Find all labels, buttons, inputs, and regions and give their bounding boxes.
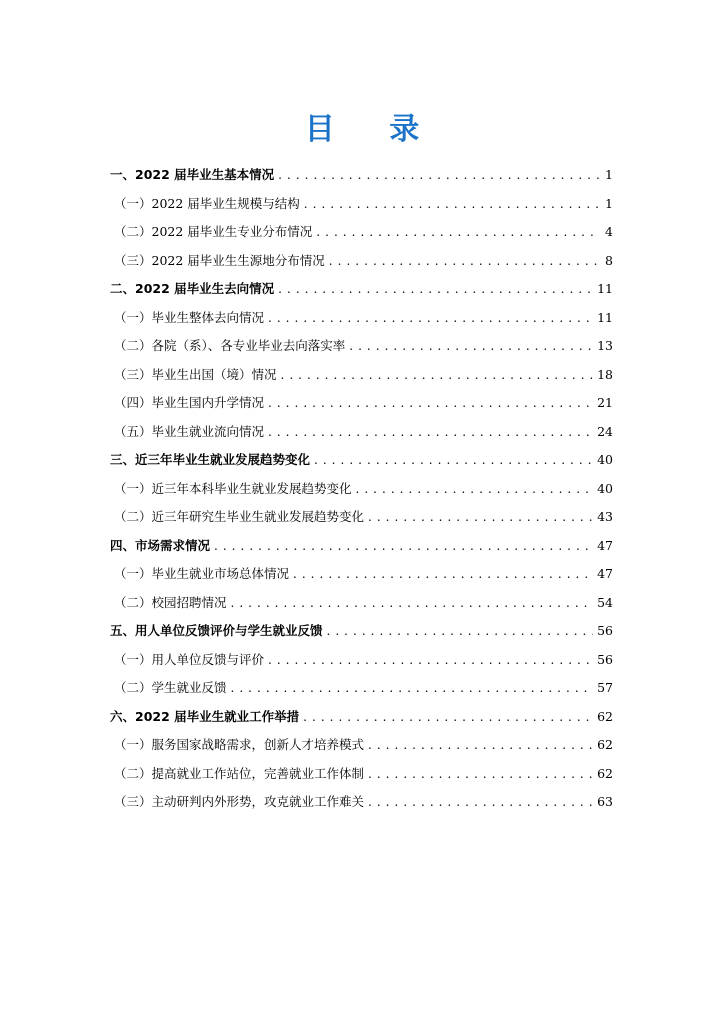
toc-page-number: 13: [597, 338, 613, 353]
toc-page-number: 40: [597, 452, 613, 467]
toc-page-number: 57: [597, 680, 613, 695]
toc-page-number: 63: [597, 794, 613, 809]
page-title: 目 录: [304, 112, 442, 147]
toc-dot-leader: [368, 503, 593, 532]
toc-section-entry[interactable]: [110, 275, 613, 304]
toc-entry-label: （一）近三年本科毕业生就业发展趋势变化: [114, 480, 352, 496]
toc-dot-leader: [314, 446, 593, 475]
toc-page-number: 43: [597, 509, 613, 524]
toc-dot-leader: [281, 361, 594, 390]
toc-subsection-entry[interactable]: [110, 589, 613, 618]
toc-dot-leader: [231, 674, 594, 703]
toc-entry-label: （一）服务国家战略需求，创新人才培养模式: [114, 737, 365, 752]
toc-entry-label: 二、2022 届毕业生去向情况: [110, 281, 275, 296]
toc-dot-leader: [304, 190, 599, 219]
toc-page-number: 62: [597, 737, 613, 752]
toc-dot-leader: [356, 475, 594, 504]
toc-dot-leader: [268, 418, 593, 447]
toc-page-number: 56: [597, 651, 613, 667]
toc-section-entry[interactable]: [110, 703, 613, 732]
toc-entry-label: 一、2022 届毕业生基本情况: [110, 167, 275, 182]
toc-entry-label: （一）用人单位反馈与评价: [114, 651, 265, 667]
toc-page-number: 47: [597, 566, 613, 581]
toc-entry-label: （二）各院（系）、各专业毕业去向落实率: [114, 338, 346, 353]
toc-entry-label: （一）毕业生就业市场总体情况: [114, 566, 290, 581]
toc-dot-leader: [268, 646, 593, 675]
toc-subsection-entry[interactable]: [110, 503, 613, 532]
toc-entry-label: （三）毕业生出国（境）情况: [114, 366, 277, 382]
toc-dot-leader: [268, 389, 593, 418]
toc-entry-label: （三）主动研判内外形势，攻克就业工作难关: [114, 794, 365, 809]
toc-page-number: 24: [597, 423, 613, 439]
toc-entry-label: （一）毕业生整体去向情况: [114, 309, 265, 325]
toc-subsection-entry[interactable]: [110, 418, 613, 447]
toc-subsection-entry[interactable]: [110, 389, 613, 418]
toc-subsection-entry[interactable]: [110, 332, 613, 361]
toc-subsection-entry[interactable]: [110, 218, 613, 247]
toc-entry-label: 三、近三年毕业生就业发展趋势变化: [110, 452, 311, 467]
toc-page-number: 11: [597, 309, 613, 325]
toc-section-entry[interactable]: [110, 617, 613, 646]
toc-subsection-entry[interactable]: [110, 674, 613, 703]
toc-page-number: 47: [597, 537, 613, 553]
toc-subsection-entry[interactable]: [110, 760, 613, 789]
toc-dot-leader: [316, 218, 599, 247]
toc-entry-label: 六、2022 届毕业生就业工作举措: [110, 708, 300, 724]
toc-dot-leader: [349, 332, 593, 361]
toc-dot-leader: [368, 731, 593, 760]
toc-section-entry[interactable]: [110, 532, 613, 561]
toc-page-number: 1: [605, 167, 613, 182]
toc-entry-label: （二）校园招聘情况: [114, 594, 227, 610]
toc-entry-label: （一）2022 届毕业生规模与结构: [114, 195, 300, 211]
toc-section-entry[interactable]: [110, 446, 613, 475]
toc-page-number: 1: [605, 195, 613, 211]
toc-subsection-entry[interactable]: [110, 361, 613, 390]
toc-dot-leader: [303, 703, 593, 732]
toc-entry-label: （二）近三年研究生毕业生就业发展趋势变化: [114, 509, 365, 524]
toc-page-number: 54: [597, 594, 613, 610]
toc-dot-leader: [214, 532, 593, 561]
toc-dot-leader: [368, 760, 593, 789]
toc-page-number: 18: [597, 366, 613, 382]
toc-entry-label: （二）学生就业反馈: [114, 680, 227, 695]
toc-entry-label: （五）毕业生就业流向情况: [114, 423, 265, 439]
toc-dot-leader: [231, 589, 594, 618]
toc-dot-leader: [368, 788, 593, 817]
toc-page-number: 4: [605, 224, 613, 239]
toc-subsection-entry[interactable]: [110, 190, 613, 219]
toc-dot-leader: [327, 617, 594, 646]
toc-dot-leader: [268, 304, 593, 333]
toc-page-number: 40: [597, 480, 613, 496]
toc-subsection-entry[interactable]: [110, 731, 613, 760]
toc-subsection-entry[interactable]: [110, 475, 613, 504]
toc-entry-label: 五、用人单位反馈评价与学生就业反馈: [110, 623, 323, 638]
toc-subsection-entry[interactable]: [110, 788, 613, 817]
toc-dot-leader: [278, 161, 599, 190]
toc-page-number: 8: [605, 252, 613, 268]
toc-dot-leader: [293, 560, 593, 589]
toc-subsection-entry[interactable]: [110, 304, 613, 333]
toc-section-entry[interactable]: [110, 161, 613, 190]
toc-entry-label: （四）毕业生国内升学情况: [114, 395, 265, 410]
toc-entry-label: 四、市场需求情况: [110, 537, 211, 553]
toc-entry-label: （三）2022 届毕业生生源地分布情况: [114, 252, 325, 268]
toc-dot-leader: [329, 247, 599, 276]
table-of-contents: [110, 161, 613, 817]
toc-subsection-entry[interactable]: [110, 560, 613, 589]
toc-subsection-entry[interactable]: [110, 646, 613, 675]
toc-subsection-entry[interactable]: [110, 247, 613, 276]
toc-page-number: 56: [597, 623, 613, 638]
toc-page-number: 21: [597, 395, 613, 410]
toc-page-number: 62: [597, 708, 613, 724]
toc-page-number: 11: [597, 281, 613, 296]
toc-page-number: 62: [597, 765, 613, 781]
toc-dot-leader: [278, 275, 593, 304]
toc-entry-label: （二）2022 届毕业生专业分布情况: [114, 224, 313, 239]
toc-entry-label: （二）提高就业工作站位，完善就业工作体制: [114, 765, 365, 781]
